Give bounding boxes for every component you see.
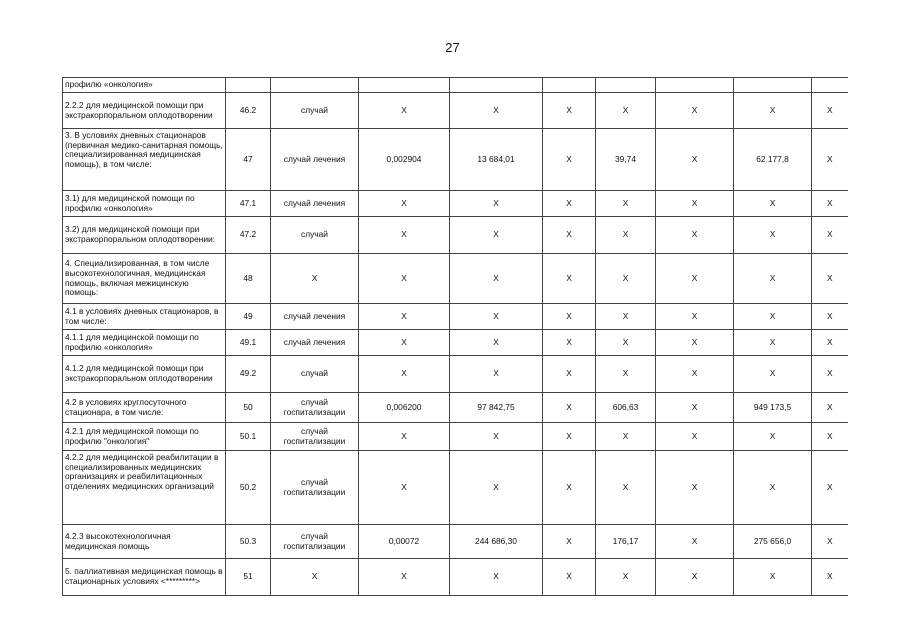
row-value-7: Х — [812, 393, 848, 423]
row-unit: случай — [271, 217, 359, 254]
row-value-4: Х — [596, 191, 656, 217]
row-name: 4.1 в условиях дневных стационаров, в том числе: — [63, 304, 226, 330]
row-name: 4.2.3 высокотехнологичная медицинская помощь — [63, 525, 226, 559]
row-value-5: Х — [656, 559, 734, 596]
row-value-6: 949 173,5 — [734, 393, 812, 423]
row-value-6: Х — [734, 356, 812, 393]
row-value-5: Х — [656, 129, 734, 191]
table-row — [63, 304, 848, 330]
row-value-4 — [596, 78, 656, 93]
row-value-7: Х — [812, 423, 848, 451]
row-value-7: Х — [812, 217, 848, 254]
row-value-6: 62 177,8 — [734, 129, 812, 191]
row-value-6: Х — [734, 451, 812, 525]
row-code: 50.1 — [226, 423, 271, 451]
row-value-5: Х — [656, 356, 734, 393]
row-unit: случай лечения — [271, 191, 359, 217]
row-code: 51 — [226, 559, 271, 596]
table-row — [63, 78, 848, 93]
row-value-3: Х — [543, 217, 596, 254]
row-name: 3.1) для медицинской помощи по профилю «онкология» — [63, 191, 226, 217]
row-value-3 — [543, 78, 596, 93]
row-name: 4.2.2 для медицинской реабилитации в специализированных медицинских организациях и реабилитационных отделениях медицинских организаций — [63, 451, 226, 525]
row-value-4: 176,17 — [596, 525, 656, 559]
row-name: 4. Специализированная, в том числе высокотехнологичная, медицинская помощь, включая межицинскую помощь: — [63, 254, 226, 304]
row-value-3: Х — [543, 129, 596, 191]
row-value-1: Х — [359, 330, 450, 356]
row-value-4: Х — [596, 304, 656, 330]
row-value-4: Х — [596, 451, 656, 525]
row-name: 4.2.1 для медицинской помощи по профилю "онкология" — [63, 423, 226, 451]
table-row — [63, 393, 848, 423]
row-value-5: Х — [656, 304, 734, 330]
row-name: 2.2.2 для медицинской помощи при экстракорпоральном оплодотворении — [63, 93, 226, 129]
table-row — [63, 559, 848, 596]
row-value-6 — [734, 78, 812, 93]
row-unit: случай лечения — [271, 129, 359, 191]
row-value-3: Х — [543, 191, 596, 217]
row-value-3: Х — [543, 254, 596, 304]
row-value-4: 606,63 — [596, 393, 656, 423]
row-value-2: 244 686,30 — [450, 525, 543, 559]
row-value-2: Х — [450, 451, 543, 525]
row-value-7 — [812, 78, 848, 93]
row-value-2: Х — [450, 191, 543, 217]
row-value-6: Х — [734, 191, 812, 217]
row-code: 50.3 — [226, 525, 271, 559]
page-number: 27 — [445, 40, 460, 55]
row-value-4: Х — [596, 356, 656, 393]
table-row — [63, 423, 848, 451]
row-value-6: 275 656,0 — [734, 525, 812, 559]
row-unit: случай госпитализации — [271, 423, 359, 451]
table-row — [63, 93, 848, 129]
row-value-3: Х — [543, 330, 596, 356]
row-value-5: Х — [656, 93, 734, 129]
row-value-1: Х — [359, 559, 450, 596]
row-value-4: Х — [596, 423, 656, 451]
row-value-3: Х — [543, 304, 596, 330]
table-row — [63, 525, 848, 559]
row-code: 49.1 — [226, 330, 271, 356]
row-value-1: Х — [359, 254, 450, 304]
row-value-7: Х — [812, 191, 848, 217]
row-value-1: Х — [359, 423, 450, 451]
row-value-2: Х — [450, 217, 543, 254]
row-value-1: Х — [359, 451, 450, 525]
row-unit: Х — [271, 559, 359, 596]
row-value-2: Х — [450, 423, 543, 451]
data-table — [62, 77, 848, 596]
row-value-3: Х — [543, 356, 596, 393]
row-value-4: Х — [596, 93, 656, 129]
row-value-6: Х — [734, 254, 812, 304]
row-value-3: Х — [543, 451, 596, 525]
row-name: профилю «онкология» — [63, 78, 226, 93]
row-value-1: 0,002904 — [359, 129, 450, 191]
row-unit: случай — [271, 93, 359, 129]
row-code: 46.2 — [226, 93, 271, 129]
row-value-4: Х — [596, 559, 656, 596]
row-value-2: Х — [450, 254, 543, 304]
row-value-2: Х — [450, 304, 543, 330]
row-value-1: Х — [359, 191, 450, 217]
row-unit: Х — [271, 254, 359, 304]
row-value-1: 0,006200 — [359, 393, 450, 423]
table-row — [63, 129, 848, 191]
row-value-3: Х — [543, 423, 596, 451]
table-row — [63, 217, 848, 254]
row-value-1: Х — [359, 356, 450, 393]
row-name: 5. паллиативная медицинская помощь в стационарных условиях <*********> — [63, 559, 226, 596]
row-value-5 — [656, 78, 734, 93]
row-value-5: Х — [656, 451, 734, 525]
row-value-5: Х — [656, 525, 734, 559]
row-value-5: Х — [656, 254, 734, 304]
row-value-7: Х — [812, 129, 848, 191]
row-name: 4.1.2 для медицинской помощи при экстракорпоральном оплодотворении — [63, 356, 226, 393]
row-value-6: Х — [734, 423, 812, 451]
row-value-5: Х — [656, 423, 734, 451]
row-value-7: Х — [812, 304, 848, 330]
row-unit: случай — [271, 356, 359, 393]
row-code: 48 — [226, 254, 271, 304]
row-value-5: Х — [656, 217, 734, 254]
row-value-2: 13 684,01 — [450, 129, 543, 191]
row-name: 4.2 в условиях круглосуточного стационара, в том числе: — [63, 393, 226, 423]
row-value-6: Х — [734, 93, 812, 129]
row-code: 49 — [226, 304, 271, 330]
table-row — [63, 356, 848, 393]
row-value-3: Х — [543, 93, 596, 129]
row-code: 47 — [226, 129, 271, 191]
row-name: 4.1.1 для медицинской помощи по профилю «онкология» — [63, 330, 226, 356]
row-value-3: Х — [543, 525, 596, 559]
row-value-4: 39,74 — [596, 129, 656, 191]
row-value-2: Х — [450, 559, 543, 596]
row-value-1: Х — [359, 217, 450, 254]
row-unit: случай госпитализации — [271, 525, 359, 559]
row-code — [226, 78, 271, 93]
row-value-1: 0,00072 — [359, 525, 450, 559]
row-value-4: Х — [596, 217, 656, 254]
row-value-2 — [450, 78, 543, 93]
row-value-4: Х — [596, 254, 656, 304]
row-unit: случай госпитализации — [271, 451, 359, 525]
row-unit — [271, 78, 359, 93]
row-value-6: Х — [734, 559, 812, 596]
row-value-7: Х — [812, 559, 848, 596]
row-code: 47.1 — [226, 191, 271, 217]
row-value-1 — [359, 78, 450, 93]
row-value-7: Х — [812, 451, 848, 525]
row-value-7: Х — [812, 525, 848, 559]
row-value-5: Х — [656, 330, 734, 356]
row-code: 50.2 — [226, 451, 271, 525]
row-value-1: Х — [359, 93, 450, 129]
row-value-6: Х — [734, 217, 812, 254]
row-value-2: Х — [450, 330, 543, 356]
row-unit: случай лечения — [271, 304, 359, 330]
row-value-4: Х — [596, 330, 656, 356]
row-value-6: Х — [734, 330, 812, 356]
row-value-3: Х — [543, 559, 596, 596]
row-value-6: Х — [734, 304, 812, 330]
row-name: 3.2) для медицинской помощи при экстракорпоральном оплодотворении: — [63, 217, 226, 254]
row-unit: случай госпитализации — [271, 393, 359, 423]
row-value-3: Х — [543, 393, 596, 423]
table-row — [63, 451, 848, 525]
row-value-2: Х — [450, 356, 543, 393]
row-name: 3. В условиях дневных стационаров (первичная медико-санитарная помощь, специализированная медицинская помощь), в том числе: — [63, 129, 226, 191]
row-value-5: Х — [656, 191, 734, 217]
table-row — [63, 254, 848, 304]
row-value-7: Х — [812, 93, 848, 129]
row-code: 50 — [226, 393, 271, 423]
row-value-7: Х — [812, 330, 848, 356]
row-value-2: 97 842,75 — [450, 393, 543, 423]
row-unit: случай лечения — [271, 330, 359, 356]
row-value-1: Х — [359, 304, 450, 330]
table-row — [63, 191, 848, 217]
row-code: 47.2 — [226, 217, 271, 254]
row-value-7: Х — [812, 254, 848, 304]
row-code: 49.2 — [226, 356, 271, 393]
row-value-2: Х — [450, 93, 543, 129]
row-value-7: Х — [812, 356, 848, 393]
table-row — [63, 330, 848, 356]
row-value-5: Х — [656, 393, 734, 423]
